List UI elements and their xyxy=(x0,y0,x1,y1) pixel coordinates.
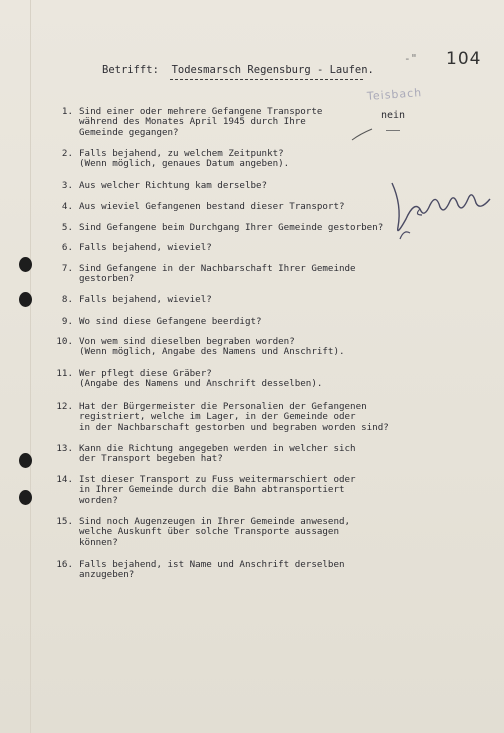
question-text: Sind Gefangene in der Nachbarschaft Ihrer Gemeinde gestorben? xyxy=(79,263,356,285)
page-margin-line xyxy=(30,0,31,733)
question-number: 4. xyxy=(61,201,73,212)
question-number: 12. xyxy=(56,401,73,412)
punch-hole-icon xyxy=(19,453,32,468)
question-number: 16. xyxy=(56,559,73,570)
question-text: Aus welcher Richtung kam derselbe? xyxy=(79,180,268,191)
question-12 xyxy=(56,401,389,433)
question-number: 2. xyxy=(61,148,73,159)
question-text: Kann die Richtung angegeben werden in welcher sich der Transport begeben hat? xyxy=(79,443,356,465)
question-text: Wo sind diese Gefangene beerdigt? xyxy=(79,316,262,327)
question-text: Sind einer oder mehrere Gefangene Transporte während des Monates April 1945 durch Ihre Gemeinde gegangen? xyxy=(79,106,323,138)
check-mark-icon xyxy=(350,128,374,142)
question-5 xyxy=(61,222,384,233)
subject-label: Betrifft: xyxy=(102,64,159,76)
question-text: Hat der Bürgermeister die Personalien der Gefangenen registriert, welche im Lager, in der Gemeinde oder in der Nachbarschaft gestorben und begraben worden sind? xyxy=(79,401,389,433)
question-number: 13. xyxy=(56,443,73,454)
page-mark: -" xyxy=(404,52,418,65)
question-number: 3. xyxy=(61,180,73,191)
question-number: 9. xyxy=(61,316,73,327)
question-number: 7. xyxy=(61,263,73,274)
question-number: 11. xyxy=(56,368,73,379)
question-text: Falls bejahend, wieviel? xyxy=(79,242,212,253)
question-text: Sind Gefangene beim Durchgang Ihrer Gemeinde gestorben? xyxy=(79,222,384,233)
question-number: 15. xyxy=(56,516,73,527)
question-text: Sind noch Augenzeugen in Ihrer Gemeinde anwesend, welche Auskunft über solche Transporte aussagen können? xyxy=(79,516,351,548)
subject-underline xyxy=(170,79,363,81)
question-1 xyxy=(61,106,323,138)
question-number: 6. xyxy=(61,242,73,253)
question-text: Falls bejahend, wieviel? xyxy=(79,294,212,305)
question-number: 8. xyxy=(61,294,73,305)
place-stamp: Teisbach xyxy=(366,86,423,103)
question-number: 1. xyxy=(61,106,73,117)
question-text: Wer pflegt diese Gräber? (Angabe des Namens und Anschrift desselben). xyxy=(79,368,323,390)
punch-hole-icon xyxy=(19,292,32,307)
question-text: Falls bejahend, zu welchem Zeitpunkt? (Wenn möglich, genaues Datum angeben). xyxy=(79,148,290,170)
question-number: 10. xyxy=(56,336,73,347)
punch-hole-icon xyxy=(19,490,32,505)
question-16 xyxy=(56,559,345,581)
answer-dash-mark xyxy=(386,130,400,131)
question-15 xyxy=(56,516,351,548)
punch-hole-icon xyxy=(19,257,32,272)
question-13 xyxy=(56,443,356,465)
question-text: Falls bejahend, ist Name und Anschrift derselben anzugeben? xyxy=(79,559,345,581)
question-text: Aus wieviel Gefangenen bestand dieser Transport? xyxy=(79,201,345,212)
question-number: 5. xyxy=(61,222,73,233)
question-number: 14. xyxy=(56,474,73,485)
subject-title: Todesmarsch Regensburg - Laufen. xyxy=(171,64,374,76)
answer-1: nein xyxy=(381,110,406,121)
question-10 xyxy=(56,336,345,358)
question-8 xyxy=(61,294,212,305)
handwritten-signature xyxy=(380,175,500,245)
question-6 xyxy=(61,242,212,253)
question-7 xyxy=(61,263,356,285)
subject-line xyxy=(102,64,374,76)
question-3 xyxy=(61,180,268,191)
question-text: Von wem sind dieselben begraben worden? (Wenn möglich, Angabe des Namens und Anschrift). xyxy=(79,336,345,358)
question-2 xyxy=(61,148,290,170)
question-text: Ist dieser Transport zu Fuss weitermarschiert oder in Ihrer Gemeinde durch die Bahn abtransportiert worden? xyxy=(79,474,356,506)
question-9 xyxy=(61,316,262,327)
question-4 xyxy=(61,201,345,212)
question-11 xyxy=(56,368,323,390)
page-number: 104 xyxy=(446,49,482,69)
question-14 xyxy=(56,474,356,506)
